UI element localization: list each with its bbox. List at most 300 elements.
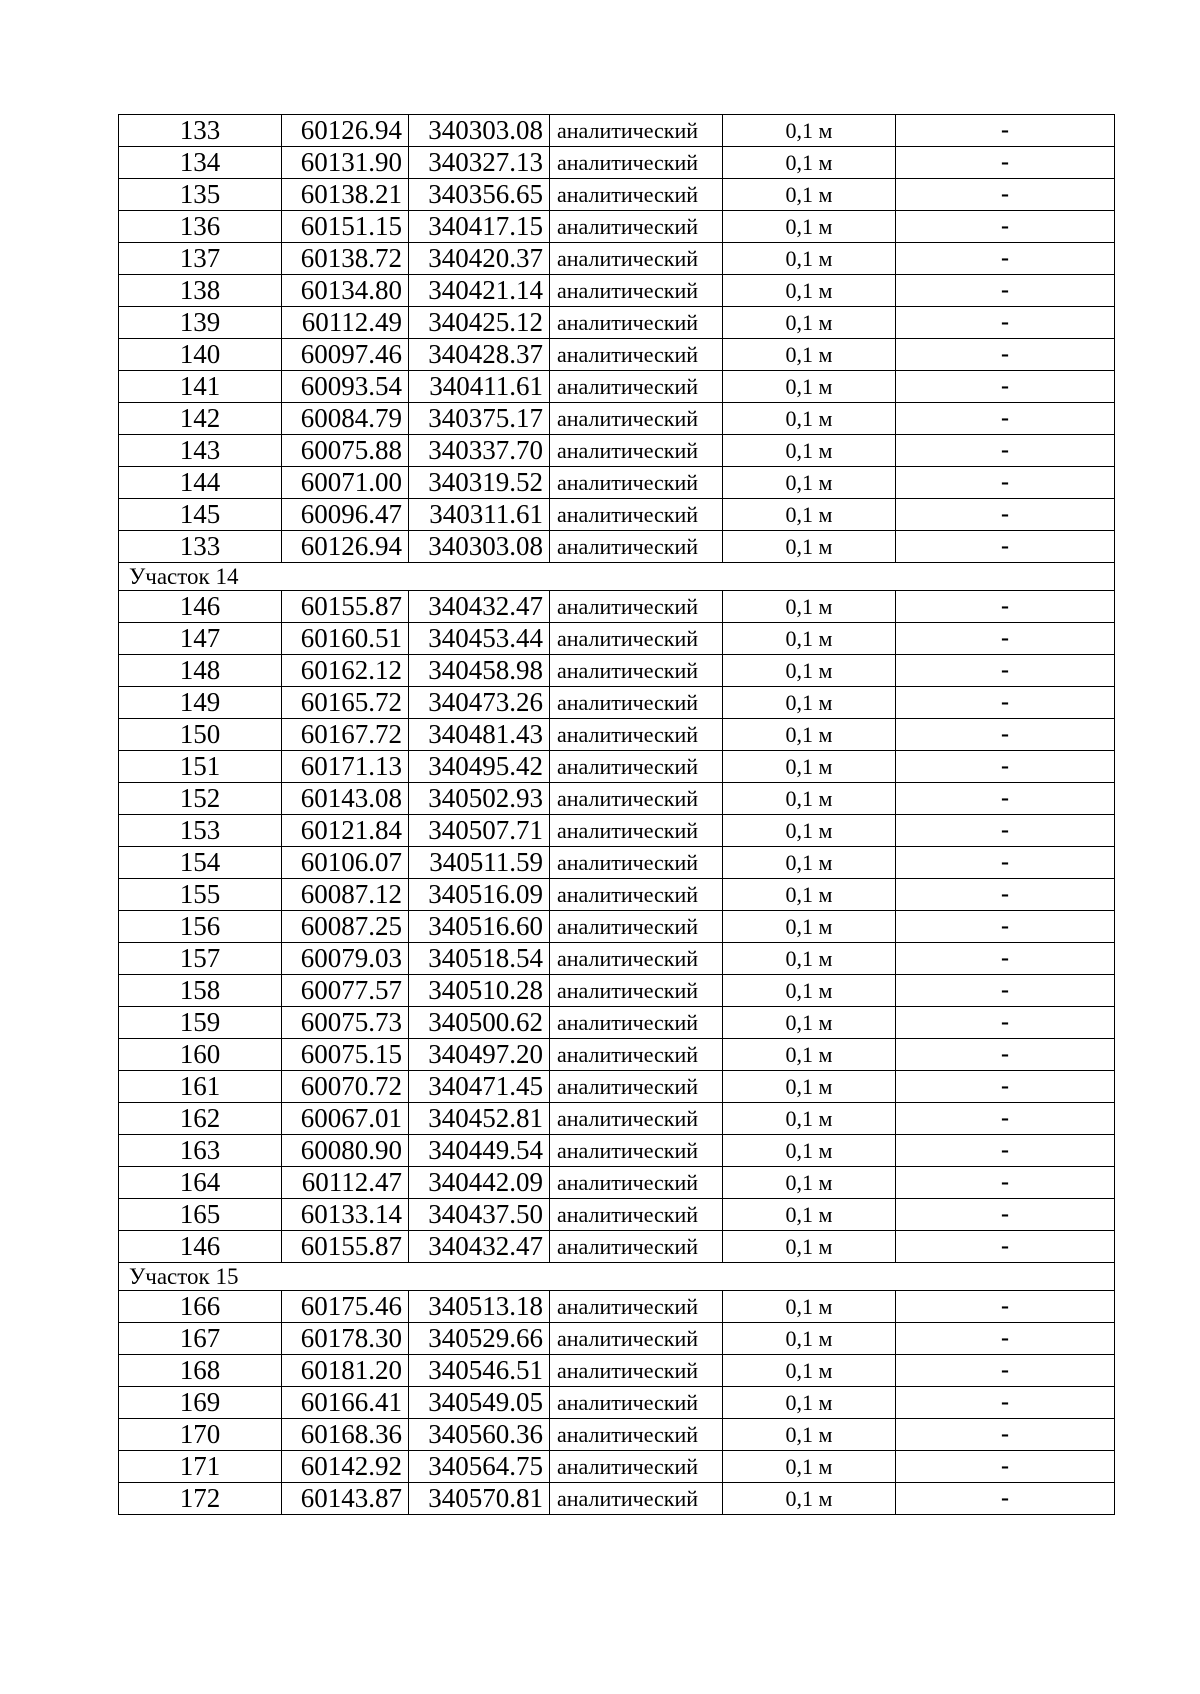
accuracy-cell: 0,1 м <box>723 1135 896 1167</box>
method-cell: аналитический <box>550 499 723 531</box>
y-coordinate-cell: 340327.13 <box>409 147 550 179</box>
x-coordinate-cell: 60133.14 <box>282 1199 409 1231</box>
accuracy-cell: 0,1 м <box>723 591 896 623</box>
accuracy-cell: 0,1 м <box>723 975 896 1007</box>
y-coordinate-cell: 340417.15 <box>409 211 550 243</box>
method-cell: аналитический <box>550 751 723 783</box>
accuracy-cell: 0,1 м <box>723 1291 896 1323</box>
table-row <box>119 1071 1115 1103</box>
y-coordinate-cell: 340425.12 <box>409 307 550 339</box>
table-row <box>119 879 1115 911</box>
note-cell: - <box>896 623 1115 655</box>
x-coordinate-cell: 60166.41 <box>282 1387 409 1419</box>
table-row <box>119 531 1115 563</box>
table-row <box>119 1007 1115 1039</box>
accuracy-cell: 0,1 м <box>723 655 896 687</box>
point-number-cell: 149 <box>119 687 282 719</box>
table-row <box>119 1103 1115 1135</box>
section-label: Участок 14 <box>119 563 1115 591</box>
y-coordinate-cell: 340495.42 <box>409 751 550 783</box>
method-cell: аналитический <box>550 1451 723 1483</box>
note-cell: - <box>896 719 1115 751</box>
table-row <box>119 115 1115 147</box>
y-coordinate-cell: 340311.61 <box>409 499 550 531</box>
accuracy-cell: 0,1 м <box>723 879 896 911</box>
method-cell: аналитический <box>550 1387 723 1419</box>
method-cell: аналитический <box>550 1291 723 1323</box>
accuracy-cell: 0,1 м <box>723 531 896 563</box>
x-coordinate-cell: 60112.49 <box>282 307 409 339</box>
point-number-cell: 151 <box>119 751 282 783</box>
x-coordinate-cell: 60106.07 <box>282 847 409 879</box>
point-number-cell: 170 <box>119 1419 282 1451</box>
note-cell: - <box>896 751 1115 783</box>
x-coordinate-cell: 60134.80 <box>282 275 409 307</box>
x-coordinate-cell: 60175.46 <box>282 1291 409 1323</box>
table-row <box>119 911 1115 943</box>
point-number-cell: 172 <box>119 1483 282 1515</box>
x-coordinate-cell: 60112.47 <box>282 1167 409 1199</box>
note-cell: - <box>896 1167 1115 1199</box>
x-coordinate-cell: 60075.88 <box>282 435 409 467</box>
x-coordinate-cell: 60131.90 <box>282 147 409 179</box>
method-cell: аналитический <box>550 975 723 1007</box>
table-row <box>119 655 1115 687</box>
y-coordinate-cell: 340432.47 <box>409 1231 550 1263</box>
coordinates-table-body <box>119 115 1115 1515</box>
section-header-row <box>119 563 1115 591</box>
table-row <box>119 403 1115 435</box>
method-cell: аналитический <box>550 847 723 879</box>
y-coordinate-cell: 340507.71 <box>409 815 550 847</box>
point-number-cell: 145 <box>119 499 282 531</box>
x-coordinate-cell: 60087.25 <box>282 911 409 943</box>
table-row <box>119 1039 1115 1071</box>
y-coordinate-cell: 340564.75 <box>409 1451 550 1483</box>
note-cell: - <box>896 371 1115 403</box>
accuracy-cell: 0,1 м <box>723 339 896 371</box>
note-cell: - <box>896 1323 1115 1355</box>
point-number-cell: 171 <box>119 1451 282 1483</box>
point-number-cell: 143 <box>119 435 282 467</box>
point-number-cell: 163 <box>119 1135 282 1167</box>
point-number-cell: 154 <box>119 847 282 879</box>
note-cell: - <box>896 499 1115 531</box>
method-cell: аналитический <box>550 1135 723 1167</box>
y-coordinate-cell: 340516.60 <box>409 911 550 943</box>
coordinates-table <box>118 114 1115 1515</box>
y-coordinate-cell: 340420.37 <box>409 243 550 275</box>
point-number-cell: 148 <box>119 655 282 687</box>
x-coordinate-cell: 60084.79 <box>282 403 409 435</box>
method-cell: аналитический <box>550 371 723 403</box>
method-cell: аналитический <box>550 1231 723 1263</box>
accuracy-cell: 0,1 м <box>723 275 896 307</box>
table-row <box>119 783 1115 815</box>
point-number-cell: 155 <box>119 879 282 911</box>
y-coordinate-cell: 340497.20 <box>409 1039 550 1071</box>
accuracy-cell: 0,1 м <box>723 847 896 879</box>
y-coordinate-cell: 340510.28 <box>409 975 550 1007</box>
method-cell: аналитический <box>550 1419 723 1451</box>
x-coordinate-cell: 60126.94 <box>282 531 409 563</box>
accuracy-cell: 0,1 м <box>723 1483 896 1515</box>
point-number-cell: 158 <box>119 975 282 1007</box>
note-cell: - <box>896 1291 1115 1323</box>
x-coordinate-cell: 60070.72 <box>282 1071 409 1103</box>
note-cell: - <box>896 591 1115 623</box>
method-cell: аналитический <box>550 1323 723 1355</box>
point-number-cell: 141 <box>119 371 282 403</box>
note-cell: - <box>896 115 1115 147</box>
table-row <box>119 499 1115 531</box>
point-number-cell: 137 <box>119 243 282 275</box>
x-coordinate-cell: 60162.12 <box>282 655 409 687</box>
point-number-cell: 136 <box>119 211 282 243</box>
note-cell: - <box>896 1387 1115 1419</box>
method-cell: аналитический <box>550 879 723 911</box>
accuracy-cell: 0,1 м <box>723 403 896 435</box>
method-cell: аналитический <box>550 243 723 275</box>
table-row <box>119 243 1115 275</box>
note-cell: - <box>896 815 1115 847</box>
y-coordinate-cell: 340570.81 <box>409 1483 550 1515</box>
table-row <box>119 371 1115 403</box>
note-cell: - <box>896 1007 1115 1039</box>
note-cell: - <box>896 1103 1115 1135</box>
y-coordinate-cell: 340411.61 <box>409 371 550 403</box>
method-cell: аналитический <box>550 591 723 623</box>
accuracy-cell: 0,1 м <box>723 1323 896 1355</box>
point-number-cell: 162 <box>119 1103 282 1135</box>
x-coordinate-cell: 60096.47 <box>282 499 409 531</box>
x-coordinate-cell: 60143.87 <box>282 1483 409 1515</box>
y-coordinate-cell: 340500.62 <box>409 1007 550 1039</box>
y-coordinate-cell: 340356.65 <box>409 179 550 211</box>
method-cell: аналитический <box>550 211 723 243</box>
method-cell: аналитический <box>550 1199 723 1231</box>
accuracy-cell: 0,1 м <box>723 719 896 751</box>
accuracy-cell: 0,1 м <box>723 1231 896 1263</box>
point-number-cell: 153 <box>119 815 282 847</box>
y-coordinate-cell: 340481.43 <box>409 719 550 751</box>
y-coordinate-cell: 340516.09 <box>409 879 550 911</box>
accuracy-cell: 0,1 м <box>723 1039 896 1071</box>
y-coordinate-cell: 340471.45 <box>409 1071 550 1103</box>
point-number-cell: 133 <box>119 531 282 563</box>
note-cell: - <box>896 783 1115 815</box>
point-number-cell: 164 <box>119 1167 282 1199</box>
note-cell: - <box>896 687 1115 719</box>
x-coordinate-cell: 60143.08 <box>282 783 409 815</box>
x-coordinate-cell: 60160.51 <box>282 623 409 655</box>
point-number-cell: 166 <box>119 1291 282 1323</box>
method-cell: аналитический <box>550 531 723 563</box>
note-cell: - <box>896 1071 1115 1103</box>
y-coordinate-cell: 340453.44 <box>409 623 550 655</box>
y-coordinate-cell: 340452.81 <box>409 1103 550 1135</box>
table-row <box>119 147 1115 179</box>
table-row <box>119 847 1115 879</box>
table-row <box>119 943 1115 975</box>
note-cell: - <box>896 975 1115 1007</box>
x-coordinate-cell: 60093.54 <box>282 371 409 403</box>
point-number-cell: 142 <box>119 403 282 435</box>
point-number-cell: 146 <box>119 591 282 623</box>
accuracy-cell: 0,1 м <box>723 1103 896 1135</box>
y-coordinate-cell: 340337.70 <box>409 435 550 467</box>
table-row <box>119 1451 1115 1483</box>
y-coordinate-cell: 340549.05 <box>409 1387 550 1419</box>
y-coordinate-cell: 340449.54 <box>409 1135 550 1167</box>
accuracy-cell: 0,1 м <box>723 1071 896 1103</box>
x-coordinate-cell: 60181.20 <box>282 1355 409 1387</box>
accuracy-cell: 0,1 м <box>723 179 896 211</box>
table-row <box>119 1199 1115 1231</box>
y-coordinate-cell: 340518.54 <box>409 943 550 975</box>
note-cell: - <box>896 147 1115 179</box>
table-row <box>119 179 1115 211</box>
table-row <box>119 307 1115 339</box>
x-coordinate-cell: 60142.92 <box>282 1451 409 1483</box>
point-number-cell: 140 <box>119 339 282 371</box>
method-cell: аналитический <box>550 467 723 499</box>
accuracy-cell: 0,1 м <box>723 371 896 403</box>
x-coordinate-cell: 60126.94 <box>282 115 409 147</box>
point-number-cell: 165 <box>119 1199 282 1231</box>
point-number-cell: 160 <box>119 1039 282 1071</box>
table-row <box>119 1167 1115 1199</box>
x-coordinate-cell: 60171.13 <box>282 751 409 783</box>
table-row <box>119 275 1115 307</box>
table-row <box>119 339 1115 371</box>
note-cell: - <box>896 243 1115 275</box>
y-coordinate-cell: 340511.59 <box>409 847 550 879</box>
method-cell: аналитический <box>550 147 723 179</box>
note-cell: - <box>896 1039 1115 1071</box>
point-number-cell: 152 <box>119 783 282 815</box>
method-cell: аналитический <box>550 623 723 655</box>
accuracy-cell: 0,1 м <box>723 467 896 499</box>
accuracy-cell: 0,1 м <box>723 115 896 147</box>
table-row <box>119 975 1115 1007</box>
table-row <box>119 719 1115 751</box>
point-number-cell: 139 <box>119 307 282 339</box>
method-cell: аналитический <box>550 307 723 339</box>
y-coordinate-cell: 340502.93 <box>409 783 550 815</box>
point-number-cell: 147 <box>119 623 282 655</box>
method-cell: аналитический <box>550 783 723 815</box>
y-coordinate-cell: 340303.08 <box>409 531 550 563</box>
point-number-cell: 169 <box>119 1387 282 1419</box>
method-cell: аналитический <box>550 687 723 719</box>
method-cell: аналитический <box>550 339 723 371</box>
note-cell: - <box>896 911 1115 943</box>
y-coordinate-cell: 340421.14 <box>409 275 550 307</box>
method-cell: аналитический <box>550 943 723 975</box>
point-number-cell: 157 <box>119 943 282 975</box>
x-coordinate-cell: 60151.15 <box>282 211 409 243</box>
note-cell: - <box>896 1355 1115 1387</box>
note-cell: - <box>896 655 1115 687</box>
y-coordinate-cell: 340546.51 <box>409 1355 550 1387</box>
accuracy-cell: 0,1 м <box>723 911 896 943</box>
x-coordinate-cell: 60155.87 <box>282 1231 409 1263</box>
method-cell: аналитический <box>550 1007 723 1039</box>
point-number-cell: 135 <box>119 179 282 211</box>
section-label: Участок 15 <box>119 1263 1115 1291</box>
accuracy-cell: 0,1 м <box>723 687 896 719</box>
x-coordinate-cell: 60067.01 <box>282 1103 409 1135</box>
method-cell: аналитический <box>550 655 723 687</box>
accuracy-cell: 0,1 м <box>723 1387 896 1419</box>
table-row <box>119 435 1115 467</box>
y-coordinate-cell: 340319.52 <box>409 467 550 499</box>
table-row <box>119 623 1115 655</box>
y-coordinate-cell: 340442.09 <box>409 1167 550 1199</box>
point-number-cell: 146 <box>119 1231 282 1263</box>
y-coordinate-cell: 340437.50 <box>409 1199 550 1231</box>
note-cell: - <box>896 403 1115 435</box>
method-cell: аналитический <box>550 815 723 847</box>
accuracy-cell: 0,1 м <box>723 435 896 467</box>
x-coordinate-cell: 60077.57 <box>282 975 409 1007</box>
note-cell: - <box>896 531 1115 563</box>
accuracy-cell: 0,1 м <box>723 499 896 531</box>
accuracy-cell: 0,1 м <box>723 943 896 975</box>
table-row <box>119 1387 1115 1419</box>
point-number-cell: 156 <box>119 911 282 943</box>
method-cell: аналитический <box>550 1483 723 1515</box>
table-row <box>119 467 1115 499</box>
point-number-cell: 150 <box>119 719 282 751</box>
x-coordinate-cell: 60167.72 <box>282 719 409 751</box>
method-cell: аналитический <box>550 435 723 467</box>
method-cell: аналитический <box>550 1103 723 1135</box>
method-cell: аналитический <box>550 911 723 943</box>
table-row <box>119 751 1115 783</box>
method-cell: аналитический <box>550 719 723 751</box>
y-coordinate-cell: 340428.37 <box>409 339 550 371</box>
section-header-row <box>119 1263 1115 1291</box>
accuracy-cell: 0,1 м <box>723 1451 896 1483</box>
method-cell: аналитический <box>550 115 723 147</box>
x-coordinate-cell: 60138.21 <box>282 179 409 211</box>
note-cell: - <box>896 847 1115 879</box>
note-cell: - <box>896 943 1115 975</box>
point-number-cell: 133 <box>119 115 282 147</box>
accuracy-cell: 0,1 м <box>723 1167 896 1199</box>
accuracy-cell: 0,1 м <box>723 211 896 243</box>
method-cell: аналитический <box>550 1039 723 1071</box>
table-row <box>119 1355 1115 1387</box>
y-coordinate-cell: 340560.36 <box>409 1419 550 1451</box>
x-coordinate-cell: 60080.90 <box>282 1135 409 1167</box>
table-row <box>119 1231 1115 1263</box>
point-number-cell: 161 <box>119 1071 282 1103</box>
accuracy-cell: 0,1 м <box>723 623 896 655</box>
y-coordinate-cell: 340513.18 <box>409 1291 550 1323</box>
note-cell: - <box>896 179 1115 211</box>
accuracy-cell: 0,1 м <box>723 751 896 783</box>
note-cell: - <box>896 879 1115 911</box>
table-row <box>119 591 1115 623</box>
note-cell: - <box>896 435 1115 467</box>
table-row <box>119 1135 1115 1167</box>
point-number-cell: 167 <box>119 1323 282 1355</box>
method-cell: аналитический <box>550 179 723 211</box>
x-coordinate-cell: 60168.36 <box>282 1419 409 1451</box>
method-cell: аналитический <box>550 403 723 435</box>
point-number-cell: 138 <box>119 275 282 307</box>
accuracy-cell: 0,1 м <box>723 307 896 339</box>
y-coordinate-cell: 340375.17 <box>409 403 550 435</box>
note-cell: - <box>896 1483 1115 1515</box>
point-number-cell: 159 <box>119 1007 282 1039</box>
table-row <box>119 1323 1115 1355</box>
point-number-cell: 168 <box>119 1355 282 1387</box>
accuracy-cell: 0,1 м <box>723 1007 896 1039</box>
x-coordinate-cell: 60075.15 <box>282 1039 409 1071</box>
table-row <box>119 1483 1115 1515</box>
x-coordinate-cell: 60079.03 <box>282 943 409 975</box>
x-coordinate-cell: 60087.12 <box>282 879 409 911</box>
table-row <box>119 1419 1115 1451</box>
note-cell: - <box>896 339 1115 371</box>
note-cell: - <box>896 211 1115 243</box>
y-coordinate-cell: 340303.08 <box>409 115 550 147</box>
accuracy-cell: 0,1 м <box>723 815 896 847</box>
table-row <box>119 211 1115 243</box>
table-row <box>119 815 1115 847</box>
accuracy-cell: 0,1 м <box>723 1419 896 1451</box>
method-cell: аналитический <box>550 1167 723 1199</box>
method-cell: аналитический <box>550 1071 723 1103</box>
note-cell: - <box>896 1199 1115 1231</box>
x-coordinate-cell: 60075.73 <box>282 1007 409 1039</box>
note-cell: - <box>896 275 1115 307</box>
note-cell: - <box>896 1419 1115 1451</box>
note-cell: - <box>896 467 1115 499</box>
note-cell: - <box>896 1231 1115 1263</box>
note-cell: - <box>896 1451 1115 1483</box>
table-row <box>119 1291 1115 1323</box>
x-coordinate-cell: 60138.72 <box>282 243 409 275</box>
method-cell: аналитический <box>550 1355 723 1387</box>
accuracy-cell: 0,1 м <box>723 1199 896 1231</box>
point-number-cell: 144 <box>119 467 282 499</box>
accuracy-cell: 0,1 м <box>723 783 896 815</box>
y-coordinate-cell: 340473.26 <box>409 687 550 719</box>
accuracy-cell: 0,1 м <box>723 1355 896 1387</box>
x-coordinate-cell: 60121.84 <box>282 815 409 847</box>
x-coordinate-cell: 60165.72 <box>282 687 409 719</box>
x-coordinate-cell: 60097.46 <box>282 339 409 371</box>
y-coordinate-cell: 340432.47 <box>409 591 550 623</box>
y-coordinate-cell: 340458.98 <box>409 655 550 687</box>
note-cell: - <box>896 1135 1115 1167</box>
x-coordinate-cell: 60178.30 <box>282 1323 409 1355</box>
accuracy-cell: 0,1 м <box>723 243 896 275</box>
x-coordinate-cell: 60071.00 <box>282 467 409 499</box>
accuracy-cell: 0,1 м <box>723 147 896 179</box>
x-coordinate-cell: 60155.87 <box>282 591 409 623</box>
method-cell: аналитический <box>550 275 723 307</box>
note-cell: - <box>896 307 1115 339</box>
y-coordinate-cell: 340529.66 <box>409 1323 550 1355</box>
table-row <box>119 687 1115 719</box>
point-number-cell: 134 <box>119 147 282 179</box>
